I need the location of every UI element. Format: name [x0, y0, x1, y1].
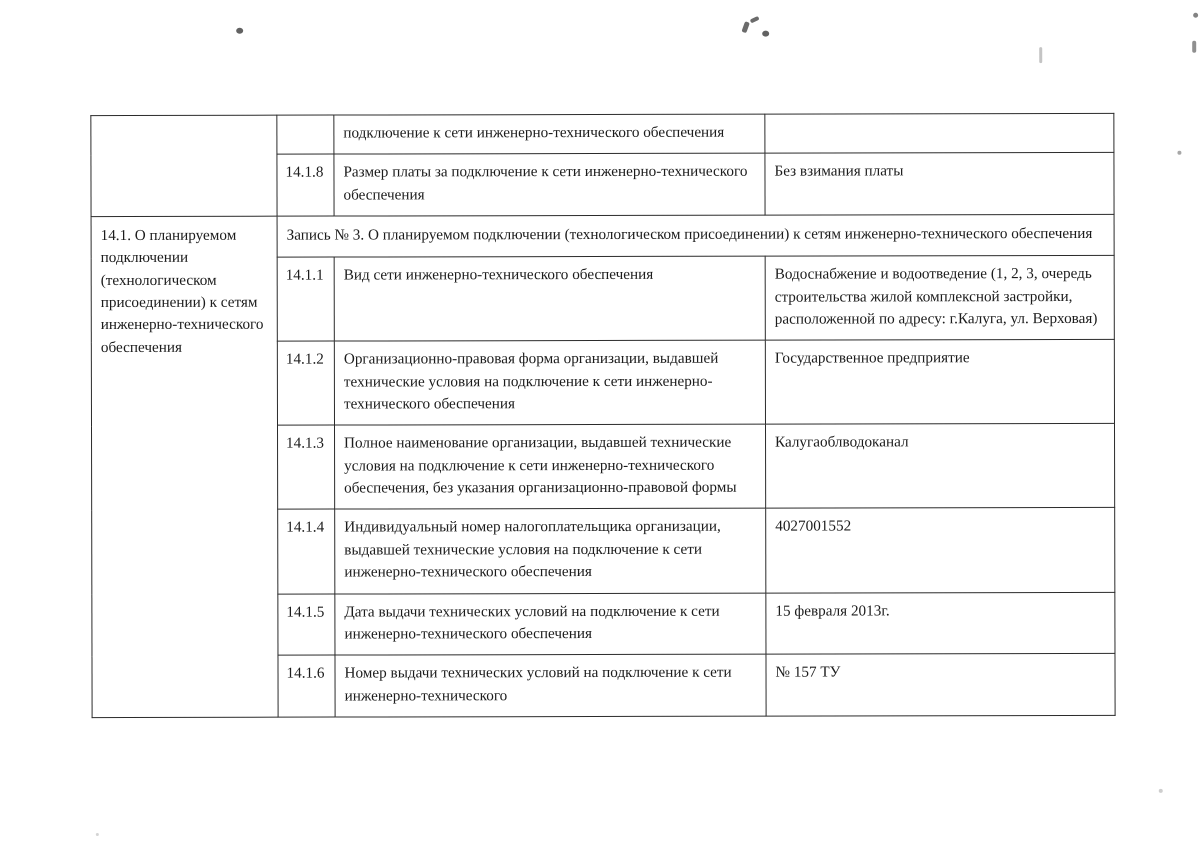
row-number-cell	[277, 257, 334, 341]
row-value-cell	[765, 424, 1114, 509]
row-value-cell	[766, 592, 1115, 654]
row-value-text: № 157 ТУ	[775, 661, 1105, 684]
row-number-cell	[278, 594, 335, 656]
row-name-cell	[334, 425, 765, 510]
row-number-cell	[277, 154, 334, 216]
row-number-text: 14.1.1	[286, 265, 325, 287]
row-name-text: подключение к сети инженерно-технического обеспечения	[343, 122, 755, 145]
row-number-cell	[278, 510, 335, 594]
row-name-cell	[335, 509, 766, 594]
scan-speck-icon	[762, 31, 769, 37]
row-number-cell	[277, 115, 334, 154]
row-number-text: 14.1.6	[286, 663, 325, 685]
section-label-text: 14.1. О планируемом подключении (технологическом присоединении) к сетям инженерно-технического обеспечения	[101, 225, 268, 359]
row-number-cell	[277, 341, 334, 425]
row-value-cell	[765, 340, 1114, 425]
row-name-text: Дата выдачи технических условий на подключение к сети инженерно-технического обеспечения	[344, 600, 756, 646]
row-value-text	[774, 121, 1104, 122]
row-name-cell	[334, 257, 765, 342]
scan-speck-icon	[1159, 789, 1163, 793]
row-name-cell	[334, 114, 765, 154]
row-number-text: 14.1.3	[286, 433, 325, 455]
section-label-cell	[91, 216, 278, 717]
scan-speck-icon	[1193, 13, 1198, 18]
row-name-text: Размер платы за подключение к сети инженерно-технического обеспечения	[343, 161, 755, 207]
row-value-text: Калугаоблводоканал	[775, 431, 1105, 454]
row-value-text: Без взимания платы	[774, 160, 1104, 183]
row-name-text: Организационно-правовая форма организации, выдавшей технические условия на подключение к сети инженерно-технического обеспечения	[344, 348, 756, 416]
row-name-text: Полное наименование организации, выдавшей технические условия на подключение к сети инженерно-технического обеспечения, без указания организационно-правовой формы	[344, 432, 756, 500]
row-name-text: Вид сети инженерно-технического обеспечения	[344, 264, 756, 287]
record-title-text: Запись № 3. О планируемом подключении (технологическом присоединении) к сетям инженерно-технического обеспечения	[287, 223, 1105, 247]
row-number-text: 14.1.5	[286, 601, 325, 623]
scan-speck-icon	[1192, 41, 1196, 53]
row-value-text: Водоснабжение и водоотведение (1, 2, 3, очередь строительства жилой комплексной застройки, расположенной по адресу: г.Калуга, ул. Верховая)	[775, 263, 1105, 331]
row-name-cell	[334, 153, 765, 216]
row-number-text: 14.1.2	[286, 349, 325, 371]
scan-speck-icon	[741, 21, 749, 33]
scan-speck-icon	[750, 16, 760, 23]
scan-speck-icon	[236, 28, 243, 34]
row-value-cell	[766, 508, 1115, 593]
scan-speck-icon	[96, 833, 99, 836]
table-row	[91, 113, 1114, 154]
row-name-cell	[335, 654, 766, 717]
row-number-cell	[278, 655, 335, 717]
row-number-text: 14.1.4	[286, 517, 325, 539]
row-value-cell	[765, 256, 1114, 341]
row-name-text: Номер выдачи технических условий на подключение к сети инженерно-технического	[344, 662, 756, 708]
row-value-text: 15 февраля 2013г.	[775, 599, 1105, 622]
row-value-cell	[766, 654, 1115, 716]
scan-speck-icon	[1039, 47, 1042, 63]
row-name-cell	[334, 341, 765, 426]
row-value-cell	[765, 113, 1114, 153]
row-name-cell	[335, 593, 766, 656]
section-label-cell	[91, 115, 277, 216]
row-value-text: Государственное предприятие	[775, 347, 1105, 370]
table-row	[91, 214, 1114, 257]
row-name-text: Индивидуальный номер налогоплательщика организации, выдавшей технические условия на подключение к сети инженерно-технического обеспечения	[344, 516, 756, 584]
row-value-text: 4027001552	[775, 515, 1105, 538]
row-number-cell	[277, 425, 334, 509]
record-title-cell	[277, 214, 1114, 257]
declaration-table	[90, 113, 1115, 718]
row-number-text: 14.1.8	[285, 162, 324, 184]
scan-speck-icon	[1177, 151, 1181, 155]
row-value-cell	[765, 153, 1114, 215]
